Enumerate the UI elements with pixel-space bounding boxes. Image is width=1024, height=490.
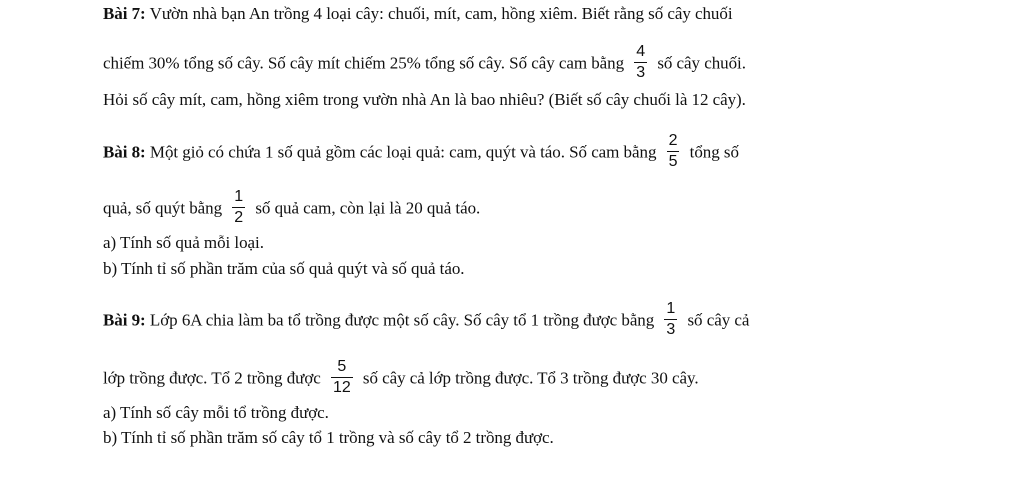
bai8-text-2b: số quả cam, còn lại là 20 quả táo. [255, 198, 481, 218]
fraction-bar [331, 377, 353, 378]
bai9-line-1 [103, 302, 749, 341]
bai9-question-a [103, 403, 329, 423]
bai9-fraction-2-denominator: 12 [332, 379, 351, 396]
bai9-question-a-text: a) Tính số cây mỗi tổ trồng được. [103, 403, 329, 422]
bai8-fraction-1-denominator: 5 [668, 153, 678, 170]
bai8-text-2a: quả, số quýt bằng [103, 198, 223, 218]
bai9-text-2a: lớp trồng được. Tổ 2 trồng được [103, 368, 321, 388]
bai7-fraction-numerator: 4 [636, 43, 646, 60]
bai9-label: Bài 9: [103, 310, 146, 330]
bai8-line-1 [103, 134, 739, 173]
bai9-text-1a: Lớp 6A chia làm ba tổ trồng được một số cây. Số cây tổ 1 trồng được bằng [149, 310, 655, 330]
bai7-fraction-denominator: 3 [636, 64, 646, 81]
bai8-fraction-2-denominator: 2 [234, 209, 244, 226]
fraction-bar [634, 62, 647, 63]
bai8-fraction-1 [667, 132, 680, 171]
bai8-question-b-text: b) Tính tỉ số phần trăm của số quả quýt và số quả táo. [103, 259, 465, 278]
bai9-text-2b: số cây cả lớp trồng được. Tổ 3 trồng được 30 cây. [362, 368, 699, 388]
bai9-text-1b: số cây cả [687, 310, 750, 330]
bai8-label: Bài 8: [103, 142, 146, 162]
bai8-fraction-1-numerator: 2 [668, 132, 678, 149]
bai7-text-1: Vườn nhà bạn An trồng 4 loại cây: chuối, mít, cam, hồng xiêm. Biết rằng số cây chuối [149, 4, 733, 23]
bai9-fraction-1-denominator: 3 [666, 321, 676, 338]
bai8-fraction-2 [232, 188, 245, 227]
bai7-text-2b: số cây chuối. [657, 53, 746, 73]
bai7-line-2 [103, 45, 746, 84]
bai9-fraction-2 [331, 358, 353, 397]
bai7-line-3 [103, 90, 746, 110]
bai8-fraction-2-numerator: 1 [234, 188, 244, 205]
bai7-text-2a: chiếm 30% tổng số cây. Số cây mít chiếm 25% tổng số cây. Số cây cam bằng [103, 53, 625, 73]
bai7-fraction [634, 43, 647, 82]
fraction-bar [664, 319, 677, 320]
bai9-question-b-text: b) Tính tỉ số phần trăm số cây tổ 1 trồng và số cây tổ 2 trồng được. [103, 428, 554, 447]
bai9-fraction-2-numerator: 5 [337, 358, 347, 375]
bai9-fraction-1-numerator: 1 [666, 300, 676, 317]
bai7-line-1 [103, 4, 733, 24]
bai8-line-2 [103, 190, 480, 229]
bai8-question-a-text: a) Tính số quả mỗi loại. [103, 233, 264, 252]
fraction-bar [667, 151, 680, 152]
bai9-question-b [103, 428, 554, 448]
bai8-text-1b: tổng số [689, 142, 739, 162]
bai9-fraction-1 [664, 300, 677, 339]
bai8-question-a [103, 233, 264, 253]
bai9-line-2 [103, 360, 699, 399]
bai8-question-b [103, 259, 464, 279]
bai7-text-3: Hỏi số cây mít, cam, hồng xiêm trong vườn nhà An là bao nhiêu? (Biết số cây chuối là 12 cây). [103, 90, 746, 109]
bai8-text-1a: Một giỏ có chứa 1 số quả gồm các loại quả: cam, quýt và táo. Số cam bằng [149, 142, 657, 162]
fraction-bar [232, 207, 245, 208]
bai7-label: Bài 7: [103, 4, 146, 23]
